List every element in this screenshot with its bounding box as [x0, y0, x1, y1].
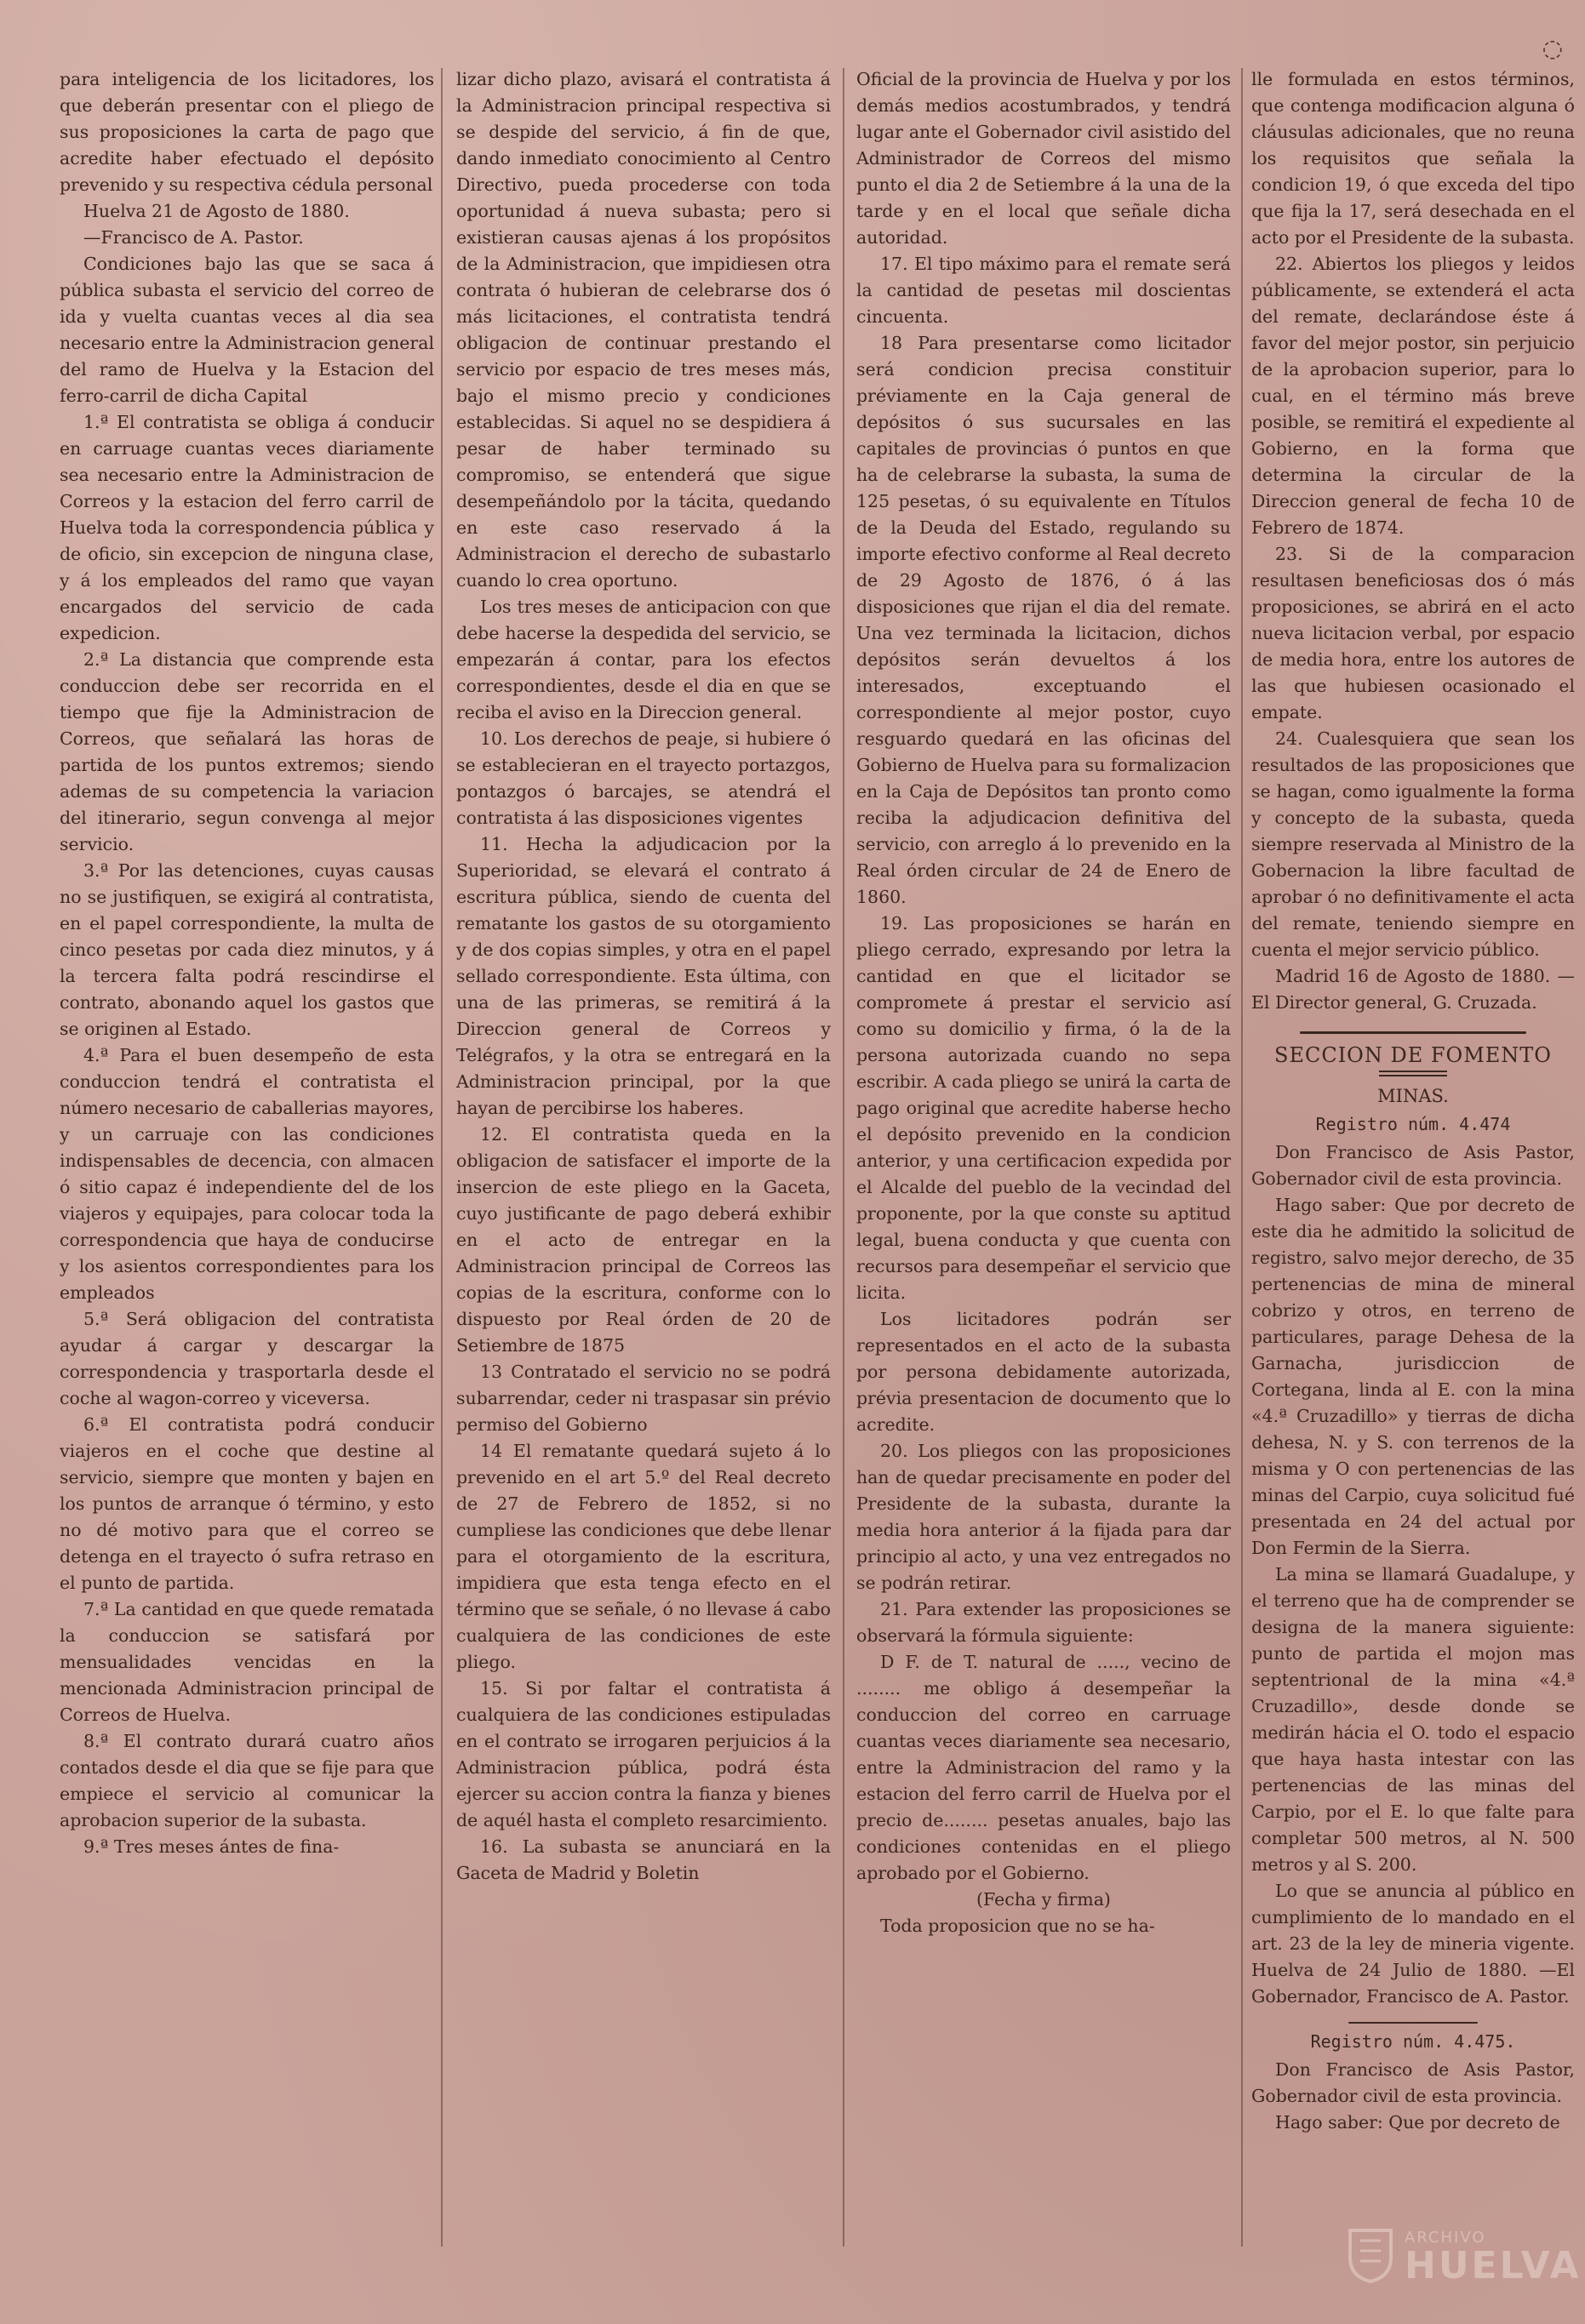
- paragraph: 5.ª Será obligacion del contratista ayudar á cargar y descargar la correspondencia y trasportarla desde el coche al wagon-correo y viceversa.: [60, 1309, 434, 1408]
- paragraph: 16. La subasta se anunciará en la Gaceta de Madrid y Boletin: [456, 1836, 831, 1883]
- paragraph: 4.ª Para el buen desempeño de esta conduccion tendrá el contratista el número necesario de caballerias mayores, y un carruaje con las condiciones indispensables de decencia, con almacen ó sitio capaz é independiente del de los viajeros y equipajes, para colocar toda la correspondencia que haya de conducirse y los asientos correspondientes para los empleados: [60, 1045, 434, 1303]
- archive-crest-icon: [1345, 2224, 1396, 2283]
- column-4-mid: [1251, 1139, 1575, 2010]
- paragraph: 14 El rematante quedará sujeto á lo prevenido en el art 5.º del Real decreto de 27 de Febrero de 1852, si no cumpliese las condiciones que debe llenar para el otorgamiento de la escritura, impidiera que esta tenga efecto en el término que se señale, ó no llevase á cabo cualquiera de las condiciones de este pliego.: [456, 1441, 831, 1672]
- paragraph: 19. Las proposiciones se harán en pliego cerrado, expresando por letra la cantidad en que el licitador se compromete á prestar el servicio así como su domicilio y firma, ó la de la persona autorizada cuando no sepa escribir. A cada pliego se unirá la carta de pago original que acredite haberse hecho el depósito prevenido en la condicion anterior, y una certificacion expedida por el Alcalde del pueblo de la vecindad del proponente, por la que conste su aptitud legal, buena conducta y que cuenta con recursos para desempeñar el servicio que licita.: [856, 913, 1231, 1303]
- column-rule: [843, 68, 844, 2247]
- paragraph: Madrid 16 de Agosto de 1880. —El Director general, G. Cruzada.: [1251, 966, 1575, 1013]
- paragraph: 13 Contratado el servicio no se podrá subarrendar, ceder ni traspasar sin prévio permiso del Gobierno: [456, 1362, 831, 1435]
- paragraph: Hago saber: Que por decreto de: [1275, 2112, 1560, 2133]
- paragraph: 8.ª El contrato durará cuatro años contados desde el dia que se fije para que empiece el servicio al comunicar la aprobacion superior de la subasta.: [60, 1731, 434, 1830]
- paragraph: 24. Cualesquiera que sean los resultados de las proposiciones que se hagan, como igualmente la forma y concepto de la subasta, queda siempre reservada al Ministro de la Gobernacion la libre facultad de aprobar ó no definitivamente el acta del remate, teniendo siempre en cuenta el mejor servicio público.: [1251, 728, 1575, 960]
- paragraph: para inteligencia de los licitadores, los que deberán presentar con el pliego de sus proposiciones la carta de pago que acredite haber efectuado el depósito prevenido y su respectiva cédula personal: [60, 69, 434, 195]
- paragraph: 23. Si de la comparacion resultasen beneficiosas dos ó más proposiciones, se abrirá en el acto nueva licitacion verbal, por espacio de media hora, entre los autores de las que hubiesen ocasionado el empate.: [1251, 544, 1575, 722]
- paragraph: 12. El contratista queda en la obligacion de satisfacer el importe de la insercion de este pliego en la Gaceta, cuyo justificante de pago deberá exhibir en el acto de entregar en la Administracion principal de Correos las copias de la escritura, conforme con lo dispuesto por Real órden de 20 de Setiembre de 1875: [456, 1124, 831, 1356]
- paragraph: La mina se llamará Guadalupe, y el terreno que ha de comprender se designa de la manera siguiente: punto de partida el mojon mas septentrional de la mina «4.ª Cruzadillo», desde donde se medirán hácia el O. todo el espacio que haya hasta intestar con las pertenencias de las minas del Carpio, por el E. lo que falte para completar 500 metros, al N. 500 metros y al S. 200.: [1251, 1564, 1575, 1875]
- column-3: [856, 66, 1231, 2279]
- paragraph: lle formulada en estos términos, que contenga modificacion alguna ó cláusulas adicionales, que no reuna los requisitos que señala la condicion 19, ó que exceda del tipo que fija la 17, será desechada en el acto por el Presidente de la subasta.: [1251, 69, 1575, 248]
- paragraph: 9.ª Tres meses ántes de fina-: [83, 1836, 340, 1857]
- column-1: [60, 66, 434, 2279]
- paragraph: 6.ª El contratista podrá conducir viajeros en el coche que destine al servicio, siempre que monten y bajen en los puntos de arranque ó término, y esto no dé motivo para que el correo se detenga en el trayecto ó sufra retraso en el punto de partida.: [60, 1414, 434, 1593]
- column-2: [456, 66, 831, 2279]
- paragraph: Oficial de la provincia de Huelva y por los demás medios acostumbrados, y tendrá lugar ante el Gobernador civil asistido del Administrador de Correos del mismo punto el dia 2 de Setiembre á la una de la tarde y en el local que señale dicha autoridad.: [856, 69, 1231, 248]
- paragraph: 7.ª La cantidad en que quede rematada la conduccion se satisfará por mensualidades vencidas en la mencionada Administracion principal de Correos de Huelva.: [60, 1599, 434, 1725]
- paragraph: —Francisco de A. Pastor.: [83, 227, 304, 248]
- column-4-bottom: [1251, 2057, 1575, 2136]
- paragraph: Don Francisco de Asis Pastor, Gobernador civil de esta provincia.: [1251, 2059, 1575, 2106]
- paragraph: 2.ª La distancia que comprende esta conduccion debe ser recorrida en el tiempo que fije la Administracion de Correos, que señalará las horas de partida de los puntos extremos; siendo ademas de su competencia la variacion del itinerario, segun convenga al mejor servicio.: [60, 649, 434, 854]
- column-rule: [441, 68, 443, 2247]
- short-divider: [1348, 2022, 1478, 2024]
- archive-watermark: [1345, 2198, 1582, 2300]
- column-rule: [1241, 68, 1243, 2247]
- watermark-label-large: HUELVA: [1405, 2244, 1582, 2287]
- paragraph: Toda proposicion que no se ha-: [880, 1916, 1155, 1936]
- paragraph: 10. Los derechos de peaje, si hubiere ó se establecieran en el trayecto portazgos, pontazgos ó barcajes, se atendrá el contratista á las disposiciones vigentes: [456, 728, 831, 828]
- paragraph: 17. El tipo máximo para el remate será la cantidad de pesetas mil doscientas cincuenta.: [856, 254, 1231, 327]
- paragraph: Don Francisco de Asis Pastor, Gobernador civil de esta provincia.: [1251, 1142, 1575, 1189]
- paragraph: 18 Para presentarse como licitador será condicion precisa constituir préviamente en la Caja general de depósitos ó sus sucursales en las capitales de provincias ó puntos en que ha de celebrarse la subasta, la suma de 125 pesetas, ó su equivalente en Títulos de la Deuda del Estado, regulando su importe efectivo conforme al Real decreto de 29 Agosto de 1876, ó á las disposiciones que rijan el dia del remate. Una vez terminada la licitacion, dichos depósitos serán devueltos á los interesados, exceptuando el correspondiente al mejor postor, cuyo resguardo quedará en las oficinas del Gobierno de Huelva para su formalizacion en la Caja de Depósitos tan pronto como reciba la adjudicacion definitiva del servicio, con arreglo á lo prevenido en la Real órden circular de 24 de Enero de 1860.: [856, 333, 1231, 907]
- paragraph: 1.ª El contratista se obliga á conducir en carruage cuantas veces diariamente sea necesario entre la Administracion de Correos y la estacion del ferro carril de Huelva toda la correspondencia pública y de oficio, sin excepcion de ninguna clase, y á los empleados del ramo que vayan encargados del servicio de cada expedicion.: [60, 412, 434, 643]
- paragraph: D F. de T. natural de ....., vecino de ........ me obligo á desempeñar la conduccion del correo en carruage cuantas veces diariamente sea necesario, entre la Administracion del ramo y la estacion del ferro carril de Huelva por el precio de........ pesetas anuales, bajo las condiciones contenidas en el pliego aprobado por el Gobierno.: [856, 1652, 1231, 1883]
- section-divider: [1300, 1031, 1526, 1034]
- paragraph: 11. Hecha la adjudicacion por la Superioridad, se elevará el contrato á escritura pública, siendo de cuenta del rematante los gastos de su otorgamiento y de dos copias simples, y otra en el papel sellado correspondiente. Esta última, con una de las primeras, se remitirá á la Direccion general de Correos y Telégrafos, y la otra se entregará en la Administracion principal, por la que hayan de percibirse los haberes.: [456, 834, 831, 1118]
- column-4-top: [1251, 66, 1575, 1016]
- section-sub-divider: [1379, 1071, 1447, 1076]
- paragraph: Lo que se anuncia al público en cumplimiento de lo mandado en el art. 23 de la ley de mineria vigente. Huelva de 24 Julio de 1880. —El Gobernador, Francisco de A. Pastor.: [1251, 1881, 1575, 2007]
- registro-heading-1: Registro núm. 4.474: [1315, 1114, 1511, 1134]
- paragraph: 22. Abiertos los pliegos y leidos públicamente, se extenderá el acta del remate, declarándose éste á favor del mejor postor, sin perjuicio de la aprobacion superior, para lo cual, en el término más breve posible, se remitirá el expediente al Gobierno, en la forma que determina la circular de la Direccion general de fecha 10 de Febrero de 1874.: [1251, 254, 1575, 538]
- paragraph: 3.ª Por las detenciones, cuyas causas no se justifiquen, se exigirá al contratista, en el papel correspondiente, la multa de cinco pesetas por cada diez minutos, y á la tercera falta podrá rescindirse el contrato, abonando aquel los gastos que se originen al Estado.: [60, 860, 434, 1039]
- paragraph: Los licitadores podrán ser representados en el acto de la subasta por persona debidamente autorizada, prévia presentacion de documento que lo acredite.: [856, 1309, 1231, 1435]
- paragraph: Condiciones bajo las que se saca á pública subasta el servicio del correo de ida y vuelta cuantas veces al dia sea necesario entre la Administracion general del ramo de Huelva y la Estacion del ferro-carril de dicha Capital: [60, 254, 434, 406]
- paragraph: Los tres meses de anticipacion con que debe hacerse la despedida del servicio, se empezarán á contar, para los efectos correspondientes, desde el dia en que se reciba el aviso en la Direccion general.: [456, 597, 831, 722]
- paragraph: (Fecha y firma): [976, 1889, 1111, 1910]
- section-title: SECCION DE FOMENTO: [1274, 1043, 1552, 1067]
- paragraph: Huelva 21 de Agosto de 1880.: [83, 201, 350, 221]
- column-4: [1251, 66, 1575, 2279]
- paragraph: 21. Para extender las proposiciones se observará la fórmula siguiente:: [856, 1599, 1231, 1646]
- paragraph: lizar dicho plazo, avisará el contratista á la Administracion principal respectiva si se despide del servicio, á fin de que, dando inmediato conocimiento al Centro Directivo, pueda procederse con toda oportunidad á nueva subasta; pero si existieran causas ajenas á los propósitos de la Administracion, que impidiesen otra contrata ó hubieran de celebrarse dos ó más licitaciones, el contratista tendrá obligacion de continuar prestando el servicio por espacio de tres meses más, bajo el mismo precio y condiciones establecidas. Si aquel no se despidiera á pesar de haber terminado su compromiso, se entenderá que sigue desempeñándolo por la tácita, quedando en este caso reservado á la Administracion el derecho de subastarlo cuando lo crea oportuno.: [456, 69, 831, 591]
- section-subtitle: MINAS.: [1377, 1086, 1449, 1106]
- paragraph: 15. Si por faltar el contratista á cualquiera de las condiciones estipuladas en el contrato se irrogaren perjuicios á la Administracion pública, podrá ésta ejercer su accion contra la fianza y bienes de aquél hasta el completo resarcimiento.: [456, 1678, 831, 1830]
- page-corner-mark: ◌: [1542, 34, 1563, 62]
- registro-heading-2: Registro núm. 4.475.: [1310, 2031, 1516, 2052]
- paragraph: Hago saber: Que por decreto de este dia he admitido la solicitud de registro, salvo mejor derecho, de 35 pertenencias de mina de mineral cobrizo y otros, en terreno de particulares, parage Dehesa de la Garnacha, jurisdiccion de Cortegana, linda al E. con la mina «4.ª Cruzadillo» y tierras de dicha dehesa, N. y S. con terrenos de la misma y O con pertenencias de las minas del Carpio, cuya solicitud fué presentada en 24 del actual por Don Fermin de la Sierra.: [1251, 1195, 1575, 1558]
- paragraph: 20. Los pliegos con las proposiciones han de quedar precisamente en poder del Presidente de la subasta, durante la media hora anterior á la fijada para dar principio al acto, y una vez entregados no se podrán retirar.: [856, 1441, 1231, 1593]
- watermark-label-small: ARCHIVO: [1405, 2229, 1486, 2247]
